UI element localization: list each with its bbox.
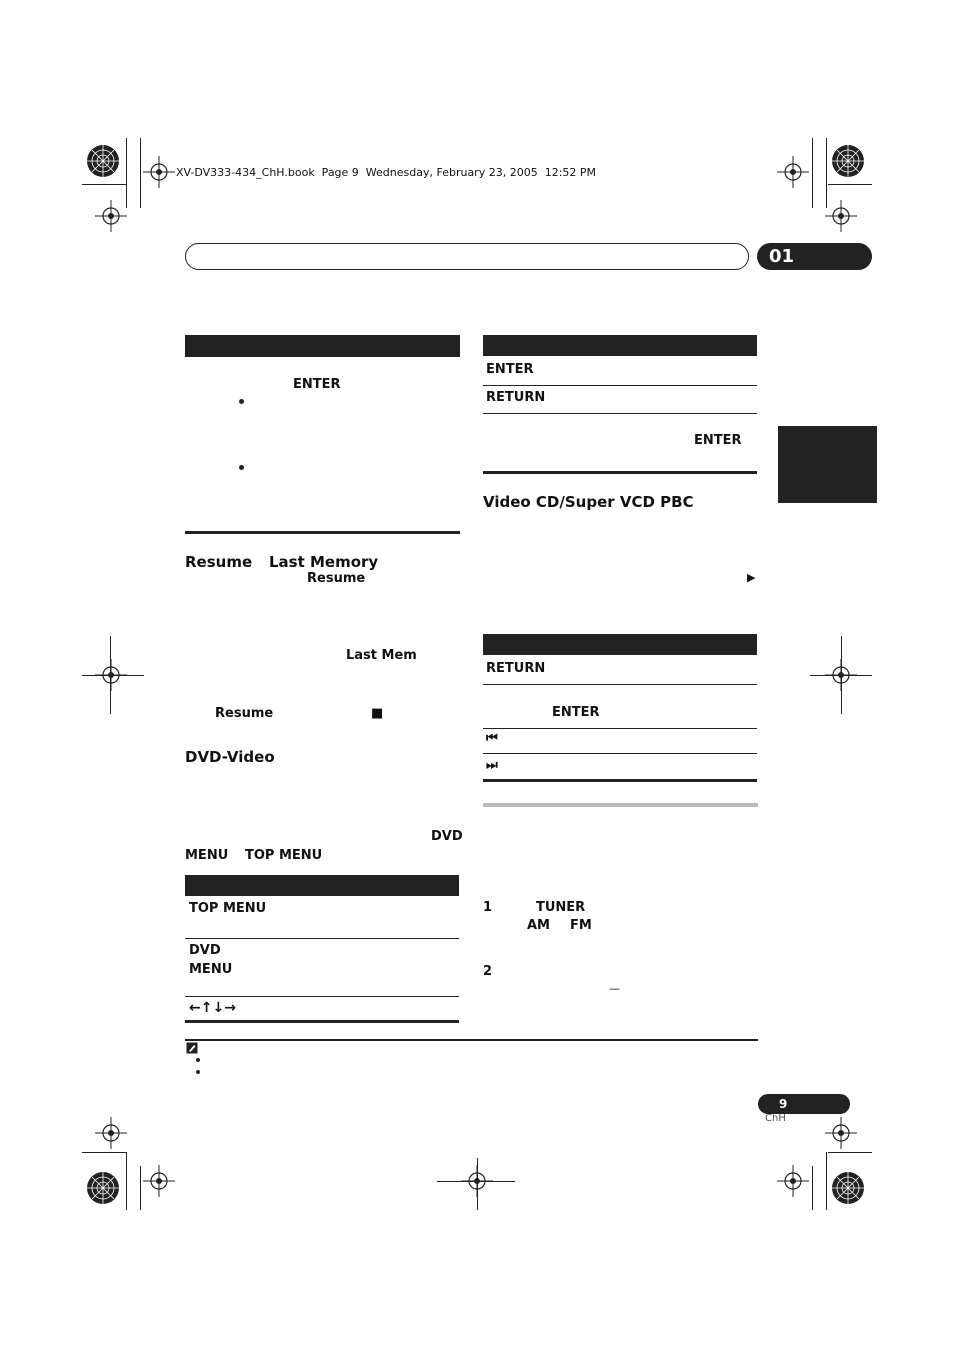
registration-target-icon xyxy=(95,1117,127,1149)
step-2-number: 2 xyxy=(483,964,493,979)
crop-mark xyxy=(826,1152,827,1210)
table-cell-menu: MENU xyxy=(189,962,233,977)
last-mem-label: Last Mem xyxy=(346,648,417,663)
crop-mark xyxy=(828,1152,872,1153)
registration-target-icon xyxy=(143,156,175,188)
language-code: ChH xyxy=(765,1113,786,1124)
heading-last-memory: Last Memory xyxy=(269,553,379,571)
chapter-tab xyxy=(757,243,872,270)
note-icon xyxy=(186,1042,198,1054)
crop-mark xyxy=(82,184,126,185)
fm-label: FM xyxy=(570,918,592,933)
arrow-keys-icon: ←↑↓→ xyxy=(189,1000,236,1016)
dvd-label: DVD xyxy=(431,829,463,844)
bullet xyxy=(196,1058,200,1062)
tuner-label: TUNER xyxy=(536,900,586,915)
chapter-number: 01 xyxy=(769,246,795,267)
starburst-target-icon xyxy=(831,1171,865,1205)
table-divider xyxy=(483,385,757,386)
am-label: AM xyxy=(527,918,550,933)
stop-icon: ■ xyxy=(371,706,384,721)
crop-mark xyxy=(82,675,144,676)
table-cell-top-menu: TOP MENU xyxy=(189,901,267,916)
table-header-bar xyxy=(483,634,757,655)
note-rule xyxy=(185,1039,758,1041)
table-divider xyxy=(483,684,757,685)
resume-stop-label: Resume xyxy=(215,706,274,721)
crop-mark xyxy=(82,1152,126,1153)
crop-mark xyxy=(828,184,872,185)
play-icon: ▶ xyxy=(747,571,756,584)
crop-mark xyxy=(126,1152,127,1210)
crop-mark xyxy=(812,1166,813,1210)
starburst-target-icon xyxy=(86,144,120,178)
page-number: 9 xyxy=(779,1097,788,1111)
menu-label: MENU xyxy=(185,848,229,863)
enter-label: ENTER xyxy=(694,433,742,448)
registration-target-icon xyxy=(777,156,809,188)
section-divider-gray xyxy=(483,803,758,807)
heading-dvd-video: DVD-Video xyxy=(185,748,275,766)
table-header-bar xyxy=(185,335,460,357)
heading-vcd-pbc: Video CD/Super VCD PBC xyxy=(483,493,694,511)
crop-mark xyxy=(140,1166,141,1210)
table-divider xyxy=(483,753,757,754)
page-number-tab xyxy=(758,1094,850,1114)
crop-mark xyxy=(826,138,827,208)
crop-mark xyxy=(812,138,813,208)
table-divider xyxy=(185,938,459,939)
table-cell-return: RETURN xyxy=(486,661,546,676)
header-pill-bar xyxy=(185,243,749,270)
dash-mark: — xyxy=(609,982,620,995)
table-cell-return: RETURN xyxy=(486,390,546,405)
crop-mark xyxy=(477,1158,478,1210)
crop-mark xyxy=(126,138,127,208)
registration-target-icon xyxy=(777,1165,809,1197)
table-cell-dvd: DVD xyxy=(189,943,221,958)
step-1-number: 1 xyxy=(483,900,493,915)
previous-track-icon: ⏮ xyxy=(486,731,498,746)
registration-target-icon xyxy=(825,1117,857,1149)
resume-label: Resume xyxy=(307,571,366,586)
enter-label: ENTER xyxy=(293,377,341,392)
top-menu-label: TOP MENU xyxy=(245,848,323,863)
registration-target-icon xyxy=(143,1165,175,1197)
crop-mark xyxy=(810,675,872,676)
section-divider xyxy=(185,531,460,534)
bullet xyxy=(239,465,244,470)
table-divider xyxy=(483,728,757,729)
next-track-icon: ⏭ xyxy=(486,758,498,773)
table-divider xyxy=(483,413,757,414)
book-info-line: XV-DV333-434_ChH.book Page 9 Wednesday, February 23, 2005 12:52 PM xyxy=(176,166,597,179)
side-language-tab xyxy=(778,426,877,503)
table-header-bar xyxy=(483,335,757,356)
heading-resume: Resume xyxy=(185,553,253,571)
table-bottom-rule xyxy=(483,779,757,782)
bullet xyxy=(196,1070,200,1074)
crop-mark xyxy=(437,1181,515,1182)
registration-target-icon xyxy=(95,200,127,232)
bullet xyxy=(239,399,244,404)
table-cell-enter: ENTER xyxy=(486,362,534,377)
table-header-bar xyxy=(185,875,459,896)
crop-mark xyxy=(140,138,141,208)
section-divider xyxy=(483,471,757,474)
table-bottom-rule xyxy=(185,1020,459,1023)
registration-target-icon xyxy=(825,200,857,232)
starburst-target-icon xyxy=(831,144,865,178)
table-cell-enter: ENTER xyxy=(552,705,600,720)
starburst-target-icon xyxy=(86,1171,120,1205)
table-divider xyxy=(185,996,459,997)
